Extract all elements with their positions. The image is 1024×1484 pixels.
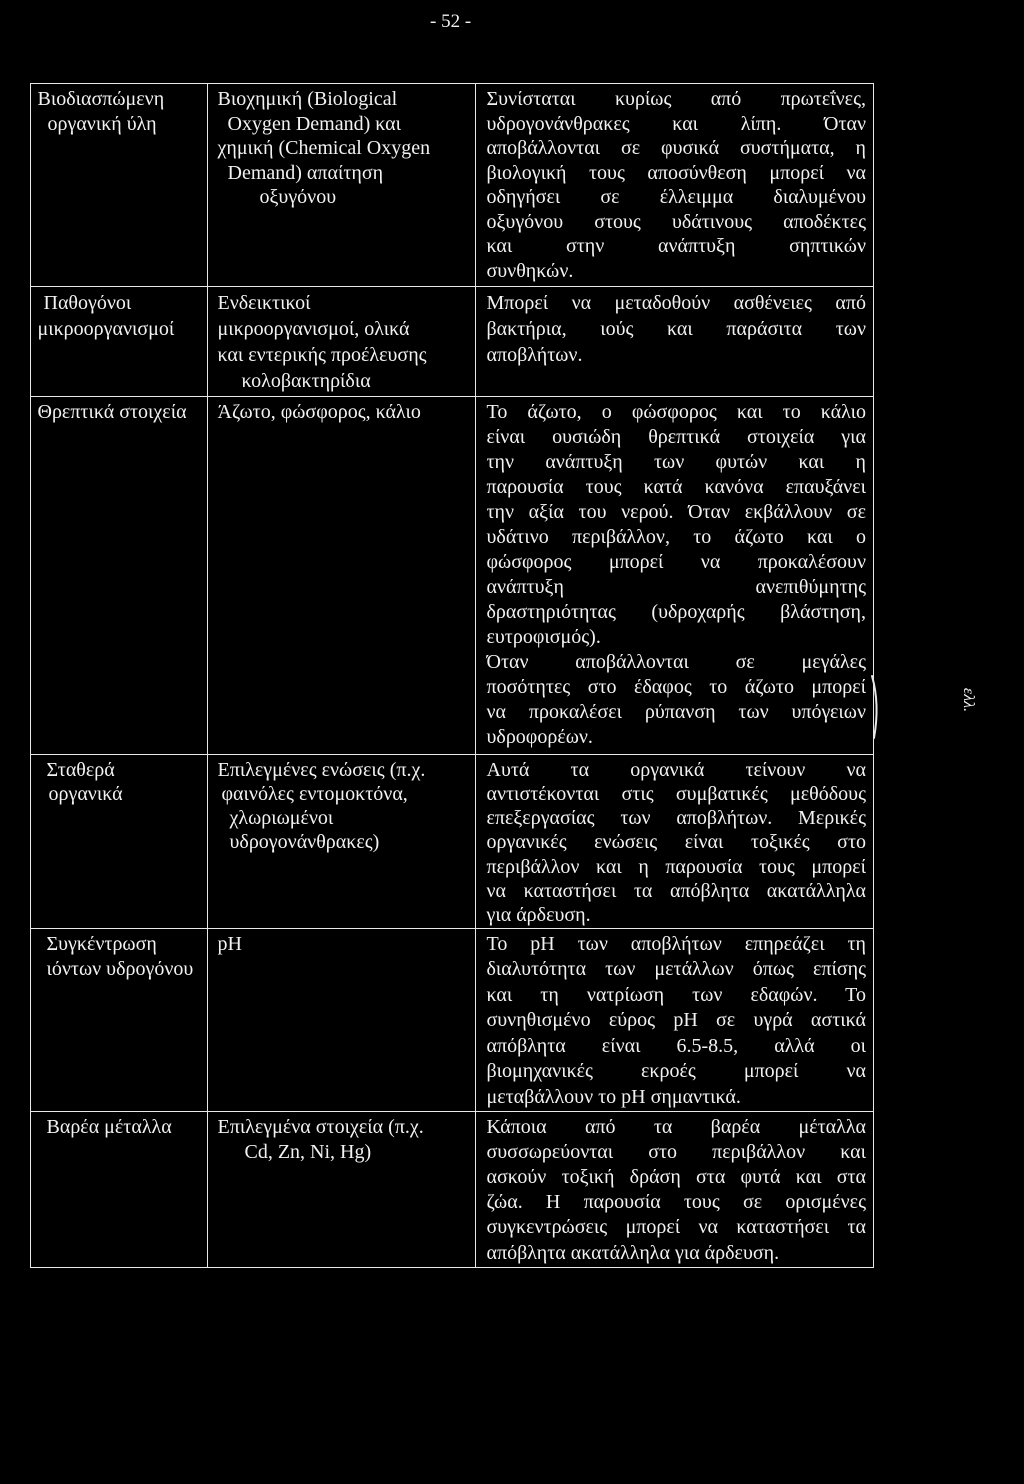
cell-text-line: Oxygen Demand) και	[227, 112, 401, 135]
cell-text-line: μεταβάλλουν το pH σημαντικά.	[486, 1085, 741, 1108]
cell-text-line: και στην ανάπτυξη σηπτικών	[486, 235, 866, 257]
cell-text-line: ιόντων υδρογόνου	[46, 958, 194, 980]
table-row-hydrogen-ion	[31, 929, 874, 1112]
parameter-cell	[31, 287, 208, 397]
cell-text-line: Το pH των αποβλήτων επηρεάζει τη	[486, 932, 866, 955]
measure-cell	[208, 84, 476, 287]
page-number: - 52 -	[430, 11, 472, 32]
cell-text-line: Σταθερά	[46, 758, 115, 781]
cell-text-line: υδρογονάνθρακες)	[229, 831, 380, 854]
cell-text-line: Άζωτο, φώσφορος, κάλιο	[217, 400, 421, 423]
cell-text-line: βακτήρια, ιούς και παράσιτα των	[486, 317, 866, 340]
cell-text-line: ποσότητες στο έδαφος το άζωτο μπορεί	[486, 675, 866, 698]
cell-text-line: επεξεργασίας των αποβλήτων. Μερικές	[486, 807, 866, 830]
measure-cell	[208, 397, 476, 755]
cell-text-line: οργανικές ενώσεις είναι τοξικές στο	[486, 831, 866, 854]
cell-text-line: υδάτινο περιβάλλον, το άζωτο και ο	[486, 525, 866, 548]
cell-text-line: συνθηκών.	[486, 259, 574, 282]
cell-text-line: φαινόλες εντομοκτόνα,	[221, 782, 408, 805]
parameter-cell	[31, 84, 208, 287]
cell-text-line: Αυτά τα οργανικά τείνουν να	[486, 758, 866, 781]
measure-cell	[208, 287, 476, 397]
cell-text-line: Όταν αποβάλλονται σε μεγάλες	[486, 650, 866, 673]
cell-text-line: υδρογονάνθρακες και λίπη. Όταν	[486, 112, 866, 135]
cell-text-line: Μπορεί να μεταδοθούν ασθένειες από	[486, 291, 866, 314]
cell-text-line: συγκεντρώσεις μπορεί να καταστήσει τα	[486, 1216, 866, 1239]
cell-text-line: ζώα. Η παρουσία τους σε ορισμένες	[486, 1191, 866, 1214]
cell-text-line: Συνίσταται κυρίως από πρωτεΐνες,	[486, 88, 866, 110]
table-row-pathogens	[31, 287, 874, 397]
cell-text-line: είναι ουσιώδη θρεπτικά στοιχεία για	[486, 425, 866, 448]
cell-text-line: οργανικά	[48, 782, 123, 805]
handwritten-margin-note: ελλ.	[960, 687, 977, 713]
cell-text-line: Cd, Zn, Ni, Hg)	[244, 1140, 372, 1163]
cell-text-line: οξυγόνου στους υδάτινους αποδέκτες	[486, 210, 866, 233]
measure-cell	[208, 1112, 476, 1268]
cell-text-line: απόβλητα ακατάλληλα για άρδευση.	[486, 1241, 780, 1264]
cell-text-line: Επιλεγμένες ενώσεις (π.χ.	[217, 758, 426, 781]
description-cell	[476, 1112, 874, 1268]
cell-text-line: την αξία του νερού. Όταν εκβάλλουν σε	[486, 500, 866, 523]
cell-text-line: υδροφορέων.	[486, 725, 593, 748]
cell-text-line: αποβλήτων.	[486, 343, 583, 366]
cell-text-line: Βαρέα μέταλλα	[46, 1115, 172, 1138]
cell-text-line: αποβάλλονται σε φυσικά συστήματα, η	[486, 137, 866, 159]
cell-text-line: χλωριωμένοι	[229, 807, 334, 830]
cell-text-line: διαλυτότητα των μετάλλων όπως επίσης	[486, 958, 866, 980]
description-cell	[476, 84, 874, 287]
cell-text-line: βιολογική τους αποσύνθεση μπορεί να	[486, 161, 866, 184]
cell-text-line: Θρεπτικά στοιχεία	[37, 400, 187, 423]
cell-text-line: και τη νατρίωση των εδαφών. Το	[486, 983, 866, 1006]
table-row-stable-organics	[31, 755, 874, 929]
cell-text-line: οδηγήσει σε έλλειμμα διαλυμένου	[486, 186, 866, 208]
cell-text-line: φώσφορος μπορεί να προκαλέσουν	[486, 550, 866, 573]
cell-text-line: δραστηριότητας (υδροχαρής βλάστηση,	[486, 600, 866, 623]
cell-text-line: μικροοργανισμοί	[37, 317, 175, 340]
cell-text-line: Συγκέντρωση	[46, 932, 157, 955]
measure-cell	[208, 929, 476, 1112]
cell-text-line: ασκούν τοξική δράση στα φυτά και στα	[486, 1165, 866, 1188]
cell-text-line: Παθογόνοι	[43, 291, 132, 314]
cell-text-line: για άρδευση.	[486, 904, 591, 927]
cell-text-line: συνηθισμένο εύρος pH σε υγρά αστικά	[486, 1009, 866, 1031]
cell-text-line: χημική (Chemical Oxygen	[217, 137, 431, 159]
cell-text-line: Κάποια από τα βαρέα μέταλλα	[486, 1115, 866, 1138]
parameter-cell	[31, 929, 208, 1112]
cell-text-line: οξυγόνου	[259, 186, 337, 208]
cell-text-line: Ενδεικτικοί	[217, 291, 311, 314]
cell-text-line: Βιοχημική (Biological	[217, 88, 398, 110]
cell-text-line: απόβλητα είναι 6.5-8.5, αλλά οι	[486, 1034, 866, 1057]
cell-text-line: αντιστέκονται στις συμβατικές μεθόδους	[486, 782, 866, 805]
wastewater-parameters-table	[30, 83, 874, 1268]
cell-text-line: Βιοδιασπώμενη	[37, 88, 165, 110]
table-row-biodegradable-organics	[31, 84, 874, 287]
cell-text-line: και εντερικής προέλευσης	[217, 343, 427, 366]
cell-text-line: να προκαλέσει ρύπανση των υπόγειων	[486, 700, 866, 723]
cell-text-line: μικροοργανισμοί, ολικά	[217, 317, 410, 340]
cell-text-line: βιομηχανικές εκροές μπορεί να	[486, 1060, 866, 1082]
description-cell	[476, 929, 874, 1112]
measure-cell	[208, 755, 476, 929]
cell-text-line: οργανική ύλη	[47, 112, 157, 135]
description-cell	[476, 397, 874, 755]
cell-text-line: Επιλεγμένα στοιχεία (π.χ.	[217, 1115, 424, 1138]
cell-text-line: περιβάλλον και η παρουσία τους μπορεί	[486, 855, 866, 878]
cell-text-line: ευτροφισμός).	[486, 625, 601, 648]
cell-text-line: συσσωρεύονται στο περιβάλλον και	[486, 1140, 866, 1163]
cell-text-line: pH	[217, 932, 242, 955]
cell-text-line: κολοβακτηρίδια	[241, 369, 371, 392]
table-row-heavy-metals	[31, 1112, 874, 1268]
cell-text-line: την ανάπτυξη των φυτών και η	[486, 450, 866, 473]
parameter-cell	[31, 755, 208, 929]
description-cell	[476, 755, 874, 929]
cell-text-line: να καταστήσει τα απόβλητα ακατάλληλα	[486, 879, 866, 902]
parameter-cell	[31, 1112, 208, 1268]
cell-text-line: Το άζωτο, ο φώσφορος και το κάλιο	[486, 400, 866, 423]
handwritten-bracket-mark	[868, 674, 884, 740]
parameter-cell	[31, 397, 208, 755]
description-cell	[476, 287, 874, 397]
cell-text-line: Demand) απαίτηση	[227, 161, 384, 184]
table-row-nutrients	[31, 397, 874, 755]
cell-text-line: ανάπτυξη ανεπιθύμητης	[486, 575, 866, 598]
cell-text-line: παρουσία τους κατά κανόνα επαυξάνει	[486, 475, 866, 498]
